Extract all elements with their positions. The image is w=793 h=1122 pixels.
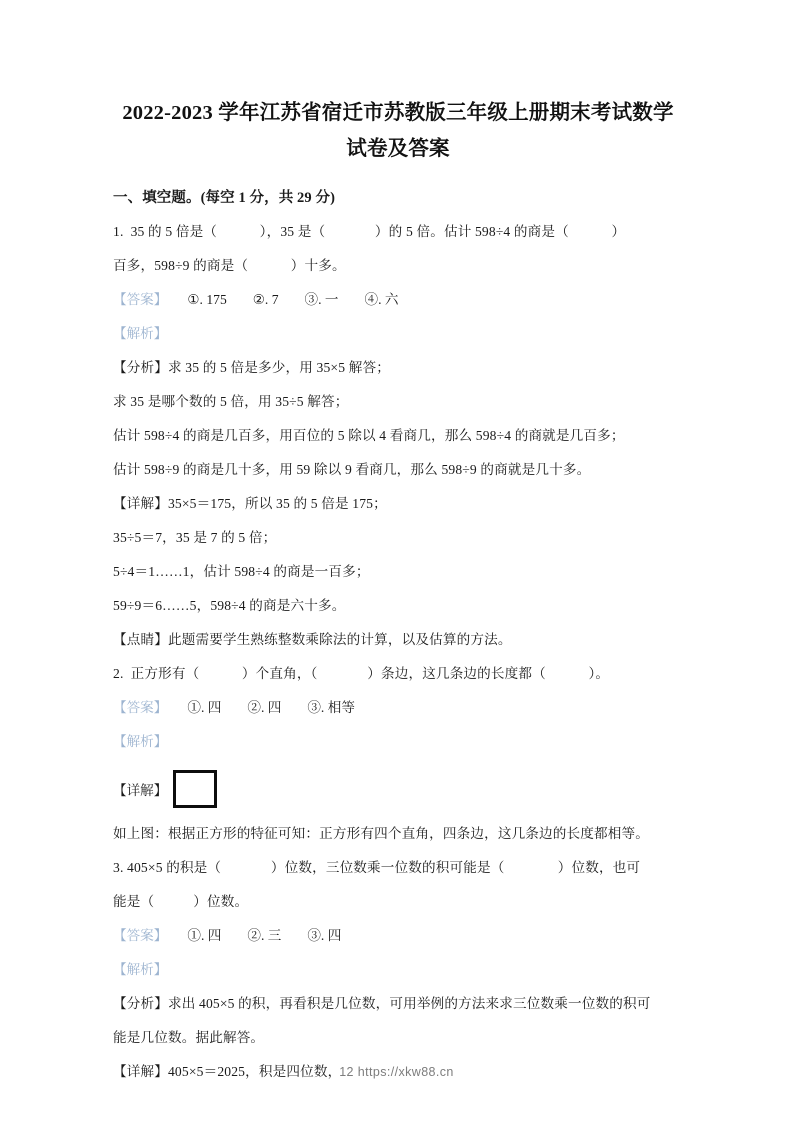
question-1-stem-line-2: 百多，598÷9 的商是（ ）十多。 <box>113 258 346 273</box>
question-1-analysis-label-row <box>113 317 683 351</box>
question-1-fenxi-line-4: 估计 598÷9 的商是几十多，用 59 除以 9 看商几，那么 598÷9 的商就是几十多。 <box>113 462 591 477</box>
answer-item: ③. 相等 <box>307 700 355 715</box>
question-1-xiangjie-line-4: 59÷9＝6……5，598÷4 的商是六十多。 <box>113 598 346 613</box>
question-3-fenxi-line-2: 能是几位数。据此解答。 <box>113 1030 265 1045</box>
section-header-fill-in-blank: 一、填空题。(每空 1 分，共 29 分) <box>113 190 336 206</box>
xiangjie-label: 【详解】 <box>113 783 168 798</box>
analysis-label: 【解析】 <box>113 962 168 977</box>
question-1-answer-row <box>113 283 683 317</box>
question-3-answer-row <box>113 919 683 953</box>
page-title: 2022-2023 学年江苏省宿迁市苏教版三年级上册期末考试数学试卷及答案 <box>122 102 674 160</box>
question-3-analysis-label-row <box>113 953 683 987</box>
square-shape-figure <box>173 770 217 808</box>
question-1-answers <box>187 292 424 307</box>
question-3-stem-line-1: 3. 405×5 的积是（ ）位数，三位数乘一位数的积可能是（ ）位数，也可 <box>113 860 641 875</box>
question-2-analysis-label-row <box>113 725 683 759</box>
question-3-stem-line-2: 能是（ ）位数。 <box>113 894 249 909</box>
answer-item: ③. 一 <box>304 292 339 307</box>
question-1-fenxi-line-1: 【分析】求 35 的 5 倍是多少，用 35×5 解答； <box>113 360 390 375</box>
document-body <box>113 95 683 1089</box>
question-1-xiangjie-line-2: 35÷5＝7，35 是 7 的 5 倍； <box>113 530 277 545</box>
answer-label: 【答案】 <box>113 928 168 943</box>
answer-item: ②. 三 <box>247 928 282 943</box>
question-2-answers <box>187 700 381 715</box>
question-2-xiangjie-line-1: 如上图：根据正方形的特征可知：正方形有四个直角，四条边，这几条边的长度都相等。 <box>113 826 650 841</box>
answer-item: ②. 四 <box>247 700 282 715</box>
answer-label: 【答案】 <box>113 700 168 715</box>
footer-watermark: 12 https://xkw88.cn <box>339 1065 454 1079</box>
answer-item: ①. 四 <box>187 700 222 715</box>
answer-label: 【答案】 <box>113 292 168 307</box>
question-2-stem-line-1: 2. 正方形有（ ）个直角，（ ）条边，这几条边的长度都（ ）。 <box>113 666 610 681</box>
answer-item: ②. 7 <box>252 292 279 307</box>
question-1-dianjing-line: 【点睛】此题需要学生熟练整数乘除法的计算，以及估算的方法。 <box>113 632 512 647</box>
answer-item: ①. 四 <box>187 928 222 943</box>
question-1-xiangjie-line-3: 5÷4＝1……1，估计 598÷4 的商是一百多； <box>113 564 370 579</box>
question-2-answer-row <box>113 691 683 725</box>
answer-item: ④. 六 <box>364 292 399 307</box>
answer-item: ③. 四 <box>307 928 342 943</box>
answer-item: ①. 175 <box>187 292 227 307</box>
question-1-xiangjie-line-1: 【详解】35×5＝175，所以 35 的 5 倍是 175； <box>113 496 387 511</box>
question-1-fenxi-line-3: 估计 598÷4 的商是几百多，用百位的 5 除以 4 看商几，那么 598÷4 的商就是几百多； <box>113 428 625 443</box>
question-1-stem-line-1: 1. 35 的 5 倍是（ ），35 是（ ）的 5 倍。估计 598÷4 的商是（ ） <box>113 224 626 239</box>
question-3-answers <box>187 928 367 943</box>
analysis-label: 【解析】 <box>113 326 168 341</box>
analysis-label: 【解析】 <box>113 734 168 749</box>
question-3-fenxi-line-1: 【分析】求出 405×5 的积，再看积是几位数，可用举例的方法来求三位数乘一位数的积可 <box>113 996 651 1011</box>
question-2-figure-row <box>113 763 683 815</box>
question-3-xiangjie-line-1: 【详解】405×5＝2025，积是四位数， <box>113 1064 342 1079</box>
question-1-fenxi-line-2: 求 35 是哪个数的 5 倍，用 35÷5 解答； <box>113 394 349 409</box>
